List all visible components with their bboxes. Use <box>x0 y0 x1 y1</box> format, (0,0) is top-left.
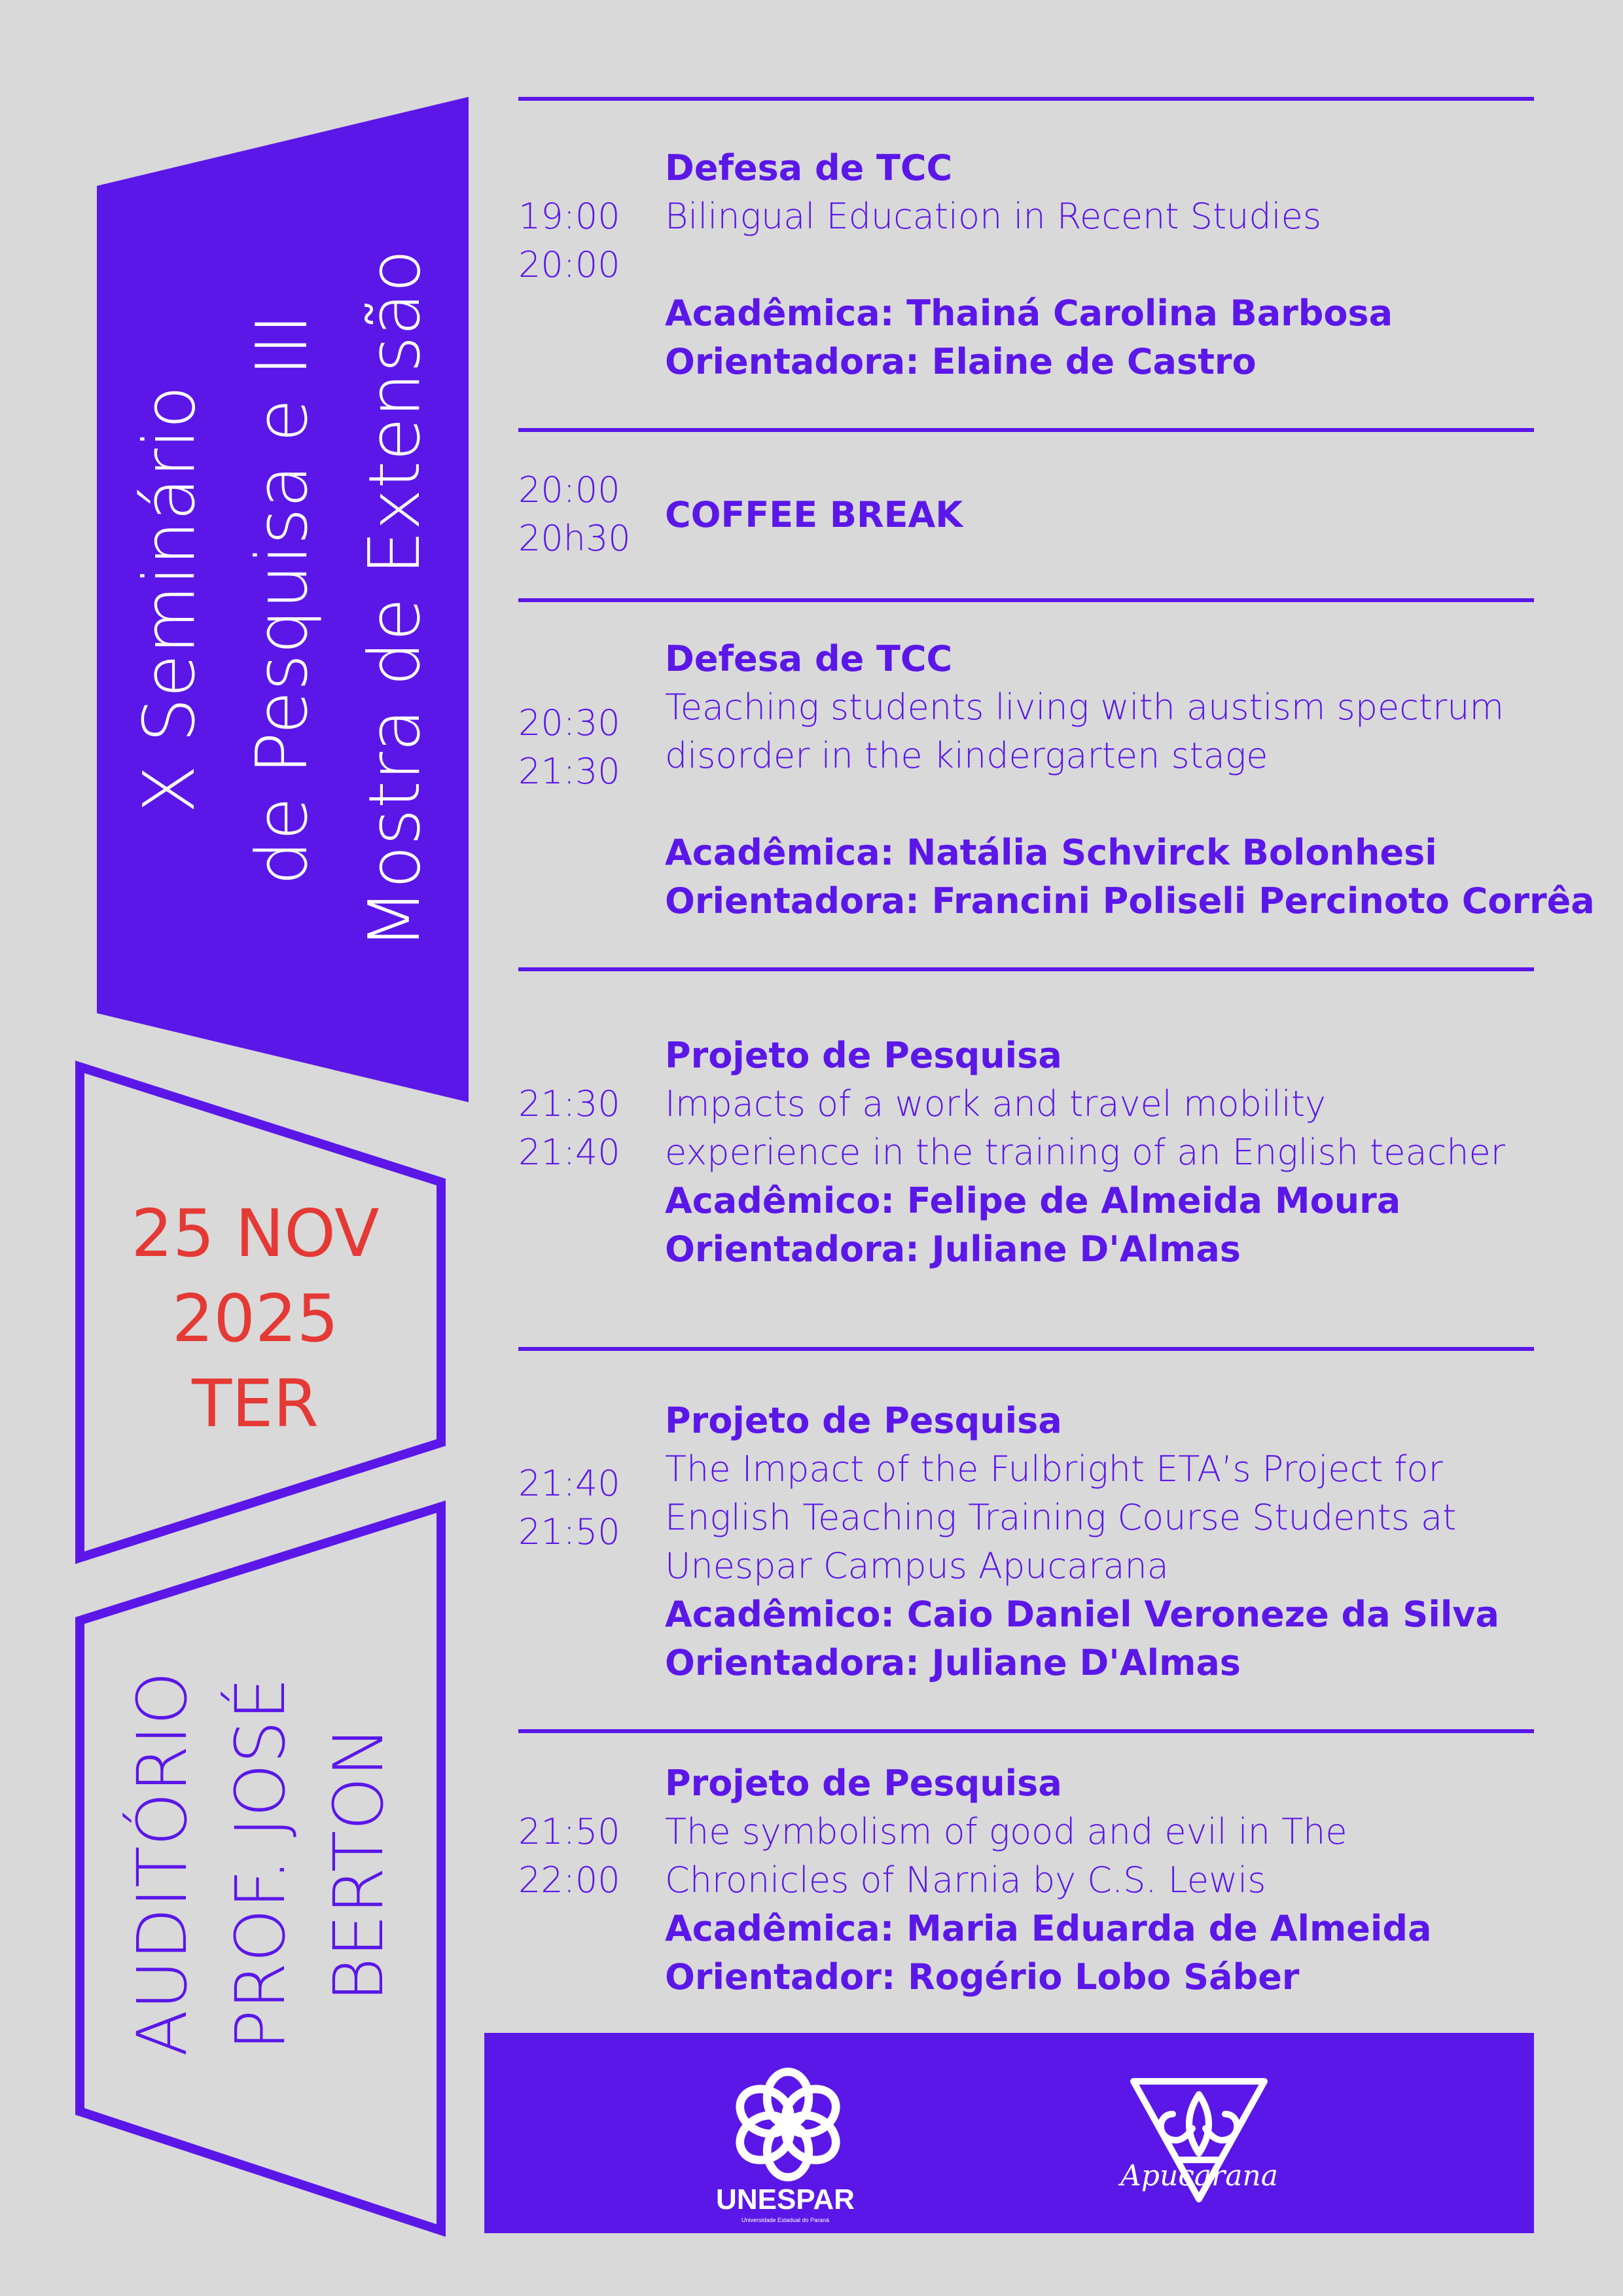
entry-title-line: English Teaching Training Course Students at <box>665 1497 1457 1538</box>
entry-type: Defesa de TCC <box>665 638 953 679</box>
date-weekday: TER <box>192 1365 319 1442</box>
entry-title-line: Teaching students living with austism spectrum <box>665 687 1505 728</box>
entry-student: Acadêmico: Felipe de Almeida Moura <box>665 1180 1401 1221</box>
entry-advisor: Orientadora: Francini Poliseli Percinoto Corrêa <box>665 880 1595 922</box>
time-slot-6 <box>518 1808 656 1905</box>
entry-student: Acadêmica: Natália Schvirck Bolonhesi <box>665 832 1437 873</box>
event-title-line-3: Mostra de Extensão <box>354 249 436 950</box>
entry-type: Projeto de Pesquisa <box>665 1035 1062 1076</box>
schedule-entry-5 <box>665 1397 1542 1687</box>
time-end: 22:00 <box>518 1859 620 1901</box>
entry-title-line: The Impact of the Fulbright ETA’s Project for <box>665 1448 1443 1490</box>
time-start: 20:00 <box>518 469 620 511</box>
entry-student: Acadêmica: Thainá Carolina Barbosa <box>665 293 1393 334</box>
time-end: 21:30 <box>518 751 620 792</box>
venue-line-2: PROF. JOSÉ <box>221 1677 300 2051</box>
event-title-line-2: de Pesquisa e III <box>241 314 323 886</box>
time-start: 21:30 <box>518 1083 620 1124</box>
divider <box>518 428 1534 432</box>
entry-title-line: Impacts of a work and travel mobility <box>665 1083 1326 1124</box>
entry-type: COFFEE BREAK <box>665 494 963 535</box>
divider <box>518 1729 1534 1733</box>
time-slot-2 <box>518 466 656 563</box>
event-title-line-1: X Seminário <box>129 386 211 814</box>
entry-advisor: Orientador: Rogério Lobo Sáber <box>665 1956 1300 1998</box>
event-title <box>114 141 452 1058</box>
date-day-month: 25 NOV <box>131 1195 380 1272</box>
time-end: 21:50 <box>518 1511 620 1552</box>
time-start: 21:50 <box>518 1811 620 1852</box>
divider <box>518 97 1534 101</box>
divider <box>518 967 1534 971</box>
entry-title-line: Bilingual Education in Recent Studies <box>665 196 1321 237</box>
schedule-entry-1 <box>665 144 1542 386</box>
divider <box>518 598 1534 602</box>
venue-line-1: AUDITÓRIO <box>122 1671 202 2057</box>
entry-student: Acadêmica: Maria Eduarda de Almeida <box>665 1908 1432 1949</box>
entry-type: Defesa de TCC <box>665 147 953 188</box>
apucarana-logo-text: Apucarana <box>1120 2159 1278 2193</box>
time-slot-1 <box>518 192 656 289</box>
time-start: 20:30 <box>518 702 620 744</box>
entry-type: Projeto de Pesquisa <box>665 1763 1062 1804</box>
event-date <box>72 1191 438 1446</box>
schedule-entry-2 <box>665 491 1542 539</box>
venue <box>113 1615 408 2113</box>
entry-title-line: Unespar Campus Apucarana <box>665 1545 1169 1587</box>
divider <box>518 1347 1534 1351</box>
entry-type: Projeto de Pesquisa <box>665 1400 1062 1441</box>
schedule-entry-4 <box>665 1031 1542 1274</box>
time-slot-3 <box>518 699 656 796</box>
entry-advisor: Orientadora: Juliane D'Almas <box>665 1229 1241 1270</box>
unespar-logo-icon <box>719 2055 857 2194</box>
time-slot-4 <box>518 1080 656 1177</box>
entry-student: Acadêmico: Caio Daniel Veroneze da Silva <box>665 1594 1499 1635</box>
entry-title-line: The symbolism of good and evil in The <box>665 1811 1347 1852</box>
time-start: 19:00 <box>518 196 620 237</box>
entry-advisor: Orientadora: Elaine de Castro <box>665 341 1257 382</box>
time-slot-5 <box>518 1460 656 1556</box>
venue-line-3: BERTON <box>319 1726 399 2002</box>
schedule-entry-3 <box>665 635 1595 925</box>
date-year: 2025 <box>171 1280 339 1357</box>
time-end: 21:40 <box>518 1132 620 1173</box>
unespar-logo-subtitle: Universidade Estadual do Paraná <box>741 2217 830 2223</box>
entry-title-line: Chronicles of Narnia by C.S. Lewis <box>665 1859 1266 1901</box>
time-end: 20:00 <box>518 244 620 285</box>
time-start: 21:40 <box>518 1463 620 1504</box>
footer-bar <box>484 2033 1534 2233</box>
unespar-logo-text: UNESPAR <box>716 2183 855 2215</box>
time-end: 20h30 <box>518 518 631 559</box>
entry-advisor: Orientadora: Juliane D'Almas <box>665 1642 1241 1683</box>
entry-title-line: experience in the training of an English teacher <box>665 1132 1505 1173</box>
schedule-entry-6 <box>665 1759 1542 2001</box>
entry-title-line: disorder in the kindergarten stage <box>665 735 1268 776</box>
